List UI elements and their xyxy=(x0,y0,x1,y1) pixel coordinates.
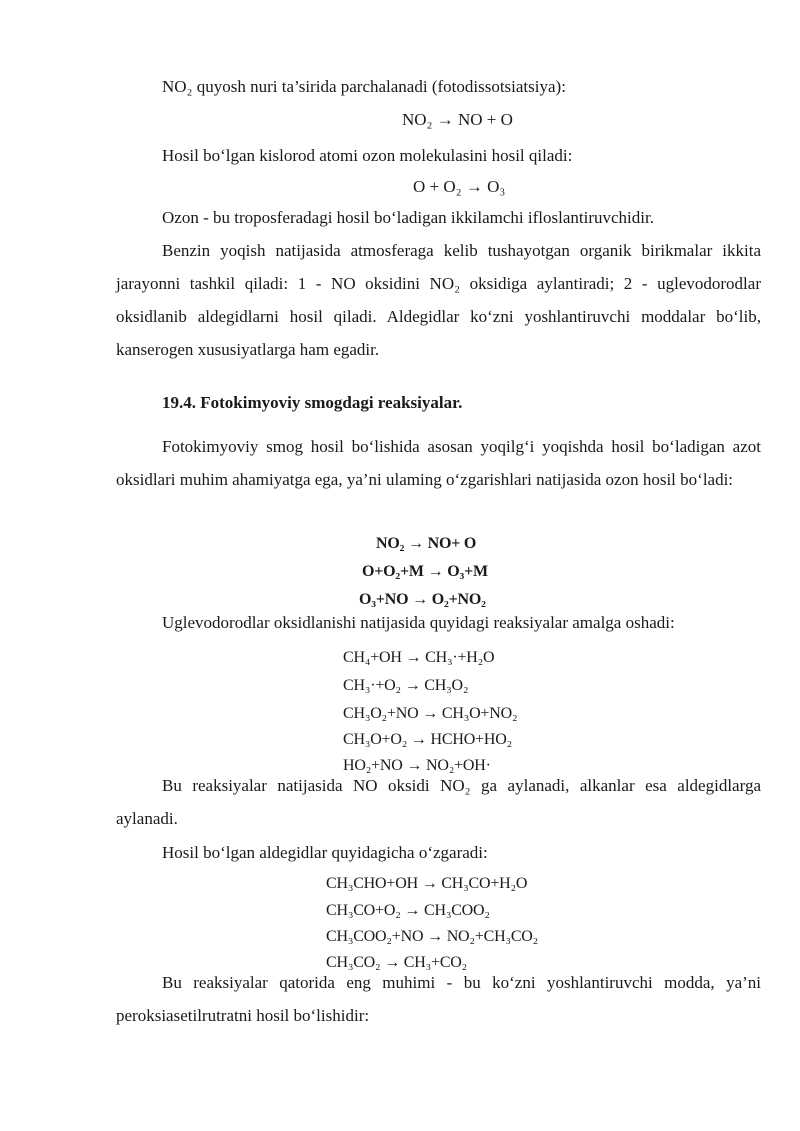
reaction-line: CH₃O+O₂ → HCHO+HO₂ xyxy=(343,731,512,748)
paragraph-aldehyde-transformation: Hosil bo‘lgan aldegidlar quyidagicha o‘zgaradi: xyxy=(162,843,488,862)
paragraph-gasoline-combustion: Benzin yoqish natijasida atmosferaga kelib tushayotgan organik birikmalar ikkita jarayonni tashkil qiladi: 1 - NO oksidini NO₂ oksidiga aylantiradi; 2 - uglevodorodlar oksidlanib aldegidlarni hosil qiladi. Aldegidlar ko‘zni yoshlantiruvchi moddalar bo‘lib, kanserogen xususiyatlarga ham egadir. xyxy=(116,241,761,359)
paragraph-no-conversion: Bu reaksiyalar natijasida NO oksidi NO₂ ga aylanadi, alkanlar esa aldegidlarga aylanadi. xyxy=(116,776,761,828)
reaction-line: CH₄+OH → CH₃·+H₂O xyxy=(343,649,495,666)
paragraph-hydrocarbon-oxidation: Uglevodorodlar oksidlanishi natijasida quyidagi reaksiyalar amalga oshadi: xyxy=(162,613,675,632)
paragraph-pan-formation: Bu reaksiyalar qatorida eng muhimi - bu ko‘zni yoshlantiruvchi modda, ya’ni peroksiasetilrutratni hosil bo‘lishidir: xyxy=(116,973,761,1025)
section-heading: 19.4. Fotokimyoviy smogdagi reaksiyalar. xyxy=(162,393,463,412)
paragraph-photochemical-smog: Fotokimyoviy smog hosil bo‘lishida asosan yoqilg‘i yoqishda hosil bo‘ladigan azot oksidlari muhim ahamiyatga ega, ya’ni ulaming o‘zgarishlari natijasida ozon hosil bo‘ladi: xyxy=(116,437,761,489)
paragraph-ozone-definition: Ozon - bu troposferadagi hosil bo‘ladigan ikkilamchi ifloslantiruvchidir. xyxy=(162,208,654,227)
paragraph-oxygen-atom: Hosil bo‘lgan kislorod atomi ozon molekulasini hosil qiladi: xyxy=(162,146,573,165)
reaction-line: O+O₂+M → O₃+M xyxy=(362,563,488,580)
equation-ozone-formation: O + O₂ → O₃ xyxy=(413,177,506,196)
reaction-line: CH₃O₂+NO → CH₃O+NO₂ xyxy=(343,705,518,722)
equation-no2-decomposition: NO₂ → NO + O xyxy=(402,110,513,129)
paragraph-photodissociation: NO₂ quyosh nuri ta’sirida parchalanadi (fotodissotsiatsiya): xyxy=(162,77,566,96)
reaction-line: CH₃·+O₂ → CH₃O₂ xyxy=(343,677,469,694)
reaction-line: O₃+NO → O₂+NO₂ xyxy=(359,591,486,608)
reaction-line: HO₂+NO → NO₂+OH· xyxy=(343,757,491,774)
reaction-line: CH₃CO+O₂ → CH₃COO₂ xyxy=(326,902,490,919)
reaction-line: CH₃CO₂ → CH₃+CO₂ xyxy=(326,954,468,971)
reaction-line: NO₂ → NO+ O xyxy=(376,535,477,552)
reaction-line: CH₃CHO+OH → CH₃CO+H₂O xyxy=(326,875,528,892)
reaction-line: CH₃COO₂+NO → NO₂+CH₃CO₂ xyxy=(326,928,539,945)
